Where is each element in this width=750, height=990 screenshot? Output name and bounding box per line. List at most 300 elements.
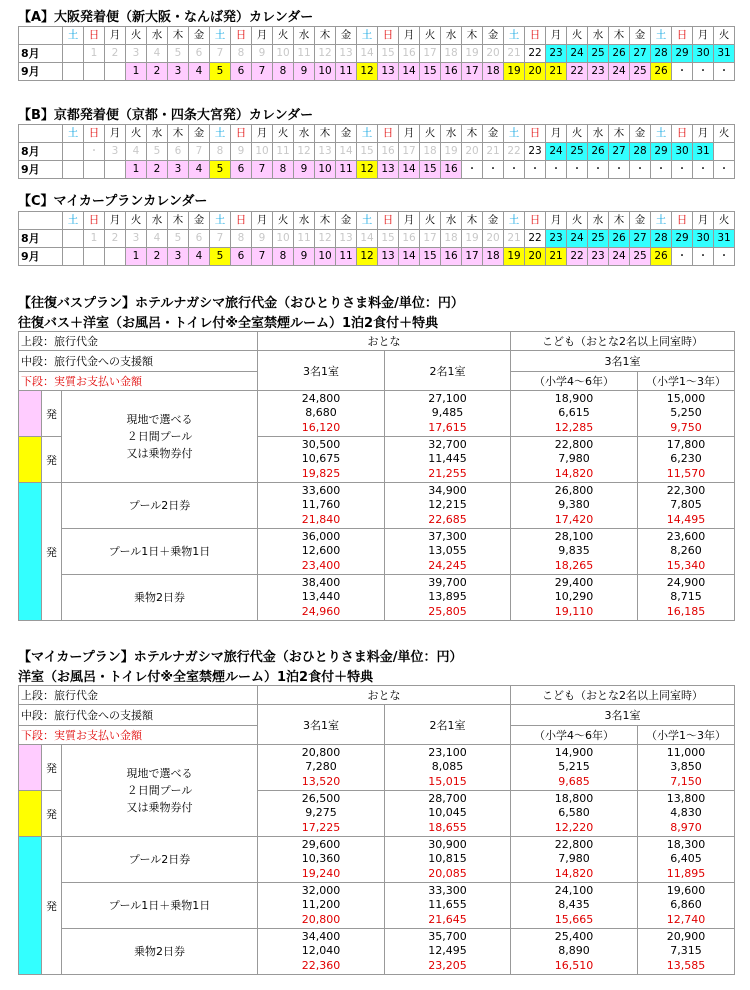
weekday-cell: 月 bbox=[399, 125, 420, 143]
month-label: 9月 bbox=[19, 63, 63, 81]
price-total: 24,900 bbox=[666, 575, 706, 589]
day-cell: 31 bbox=[714, 45, 735, 63]
day-cell: 6 bbox=[231, 63, 252, 81]
price-net: 25,805 bbox=[428, 604, 467, 618]
day-cell: 30 bbox=[693, 45, 714, 63]
price-cell bbox=[258, 837, 385, 883]
weekday-cell: 月 bbox=[252, 125, 273, 143]
weekday-cell: 金 bbox=[336, 125, 357, 143]
day-cell: ・ bbox=[651, 161, 672, 179]
price-cell bbox=[638, 529, 735, 575]
day-cell: ・ bbox=[588, 161, 609, 179]
day-cell: 3 bbox=[168, 248, 189, 266]
day-cell: 26 bbox=[609, 230, 630, 248]
room2-header: 2名1室 bbox=[385, 705, 511, 745]
price-total: 20,900 bbox=[666, 929, 706, 943]
day-cell: ・ bbox=[567, 161, 588, 179]
plan-name-line: 又は乗物券付 bbox=[126, 447, 193, 460]
month-row bbox=[19, 248, 735, 266]
day-cell: 6 bbox=[168, 143, 189, 161]
month-label: 9月 bbox=[19, 248, 63, 266]
day-cell: 23 bbox=[546, 230, 567, 248]
price-net: 17,615 bbox=[428, 420, 467, 434]
weekday-cell: 金 bbox=[483, 125, 504, 143]
price-cell bbox=[258, 883, 385, 929]
weekday-cell: 日 bbox=[231, 27, 252, 45]
day-cell: 23 bbox=[588, 63, 609, 81]
weekday-cell: 月 bbox=[693, 125, 714, 143]
price-net: 14,820 bbox=[554, 466, 594, 480]
day-cell: 7 bbox=[252, 161, 273, 179]
calendar-c-title: 【C】マイカープランカレンダー bbox=[18, 194, 208, 209]
price-total: 23,100 bbox=[428, 745, 467, 759]
price-cell bbox=[638, 391, 735, 437]
price-row bbox=[19, 929, 735, 975]
price-support: 9,380 bbox=[558, 498, 590, 512]
price-cell bbox=[638, 837, 735, 883]
price-net: 11,570 bbox=[666, 466, 706, 480]
weekday-cell: 火 bbox=[567, 212, 588, 230]
plan-name-line: 現地で選べる bbox=[126, 767, 193, 780]
price-net: 12,220 bbox=[554, 820, 594, 834]
price-support: 13,895 bbox=[428, 590, 467, 604]
day-cell: 12 bbox=[357, 161, 378, 179]
day-cell: 4 bbox=[189, 248, 210, 266]
price-support: 8,890 bbox=[558, 944, 590, 958]
price-support: 11,200 bbox=[301, 898, 341, 912]
grade-upper-header: （小学4～6年） bbox=[511, 372, 638, 391]
day-cell: 24 bbox=[546, 143, 567, 161]
price-support: 9,485 bbox=[431, 406, 464, 420]
car-plan-subtitle: 洋室（お風呂・トイレ付※全室禁煙ルーム）1泊2食付＋特典 bbox=[18, 670, 374, 685]
weekday-cell: 金 bbox=[630, 125, 651, 143]
day-cell: 13 bbox=[336, 230, 357, 248]
plan-name-line: ２日間プール bbox=[126, 430, 193, 443]
price-total: 39,700 bbox=[428, 575, 467, 589]
price-support: 12,495 bbox=[428, 944, 467, 958]
day-cell: 2 bbox=[147, 63, 168, 81]
weekday-cell: 水 bbox=[147, 27, 168, 45]
day-cell: 10 bbox=[273, 230, 294, 248]
corner-cell bbox=[19, 125, 63, 143]
price-cell bbox=[385, 391, 511, 437]
day-cell: ・ bbox=[693, 248, 714, 266]
price-total: 23,600 bbox=[666, 529, 706, 543]
day-cell: 30 bbox=[672, 143, 693, 161]
day-cell: 16 bbox=[399, 230, 420, 248]
weekday-cell: 木 bbox=[315, 212, 336, 230]
legend-bottom: 下段：実質お支払い金額 bbox=[19, 372, 258, 391]
weekday-cell: 月 bbox=[399, 27, 420, 45]
price-cell bbox=[511, 791, 638, 837]
day-cell: 18 bbox=[441, 230, 462, 248]
price-net: 16,185 bbox=[666, 604, 706, 618]
month-row bbox=[19, 63, 735, 81]
day-cell bbox=[84, 161, 105, 179]
weekday-cell: 土 bbox=[63, 125, 84, 143]
weekday-cell: 金 bbox=[189, 125, 210, 143]
plan-name-pool1ride1: プール1日＋乗物1日 bbox=[62, 883, 258, 929]
day-cell: 8 bbox=[210, 143, 231, 161]
day-cell: 27 bbox=[630, 230, 651, 248]
car-plan-title: 【マイカープラン】ホテルナガシマ旅行代金（おひとりさま料金/単位：円） bbox=[18, 650, 463, 665]
day-cell: 9 bbox=[294, 161, 315, 179]
price-net: 17,225 bbox=[301, 820, 341, 834]
day-cell: 15 bbox=[378, 230, 399, 248]
day-cell: 3 bbox=[126, 230, 147, 248]
day-cell: 15 bbox=[420, 63, 441, 81]
weekday-cell: 水 bbox=[294, 125, 315, 143]
day-cell: 10 bbox=[252, 143, 273, 161]
price-total: 27,100 bbox=[428, 391, 467, 405]
weekday-cell: 木 bbox=[462, 212, 483, 230]
price-net: 22,685 bbox=[428, 512, 467, 526]
day-cell: 28 bbox=[630, 143, 651, 161]
corner-cell bbox=[19, 27, 63, 45]
price-support: 11,760 bbox=[301, 498, 341, 512]
day-cell: 25 bbox=[567, 143, 588, 161]
day-cell: 7 bbox=[210, 230, 231, 248]
weekday-cell: 日 bbox=[378, 27, 399, 45]
price-net: 21,255 bbox=[428, 466, 467, 480]
day-cell: ・ bbox=[462, 161, 483, 179]
price-support: 3,850 bbox=[670, 760, 702, 774]
day-cell: 11 bbox=[294, 45, 315, 63]
weekday-cell: 金 bbox=[336, 27, 357, 45]
day-cell: 6 bbox=[231, 161, 252, 179]
price-net: 19,825 bbox=[301, 466, 341, 480]
price-net: 21,645 bbox=[428, 912, 467, 926]
legend-top: 上段：旅行代金 bbox=[19, 332, 258, 351]
weekday-cell: 月 bbox=[105, 212, 126, 230]
day-cell: 28 bbox=[651, 230, 672, 248]
weekday-cell: 木 bbox=[168, 212, 189, 230]
day-cell: 2 bbox=[147, 161, 168, 179]
day-cell: 1 bbox=[126, 248, 147, 266]
day-cell: 11 bbox=[336, 248, 357, 266]
price-cell bbox=[638, 883, 735, 929]
day-cell: 10 bbox=[315, 248, 336, 266]
weekday-cell: 木 bbox=[315, 27, 336, 45]
month-row bbox=[19, 45, 735, 63]
weekday-row bbox=[19, 212, 735, 230]
weekday-cell: 日 bbox=[378, 212, 399, 230]
price-support: 8,260 bbox=[670, 544, 702, 558]
corner-cell bbox=[19, 212, 63, 230]
day-cell: 6 bbox=[189, 45, 210, 63]
day-cell: 25 bbox=[630, 248, 651, 266]
day-cell: 17 bbox=[420, 230, 441, 248]
price-cell bbox=[385, 883, 511, 929]
weekday-cell: 土 bbox=[210, 125, 231, 143]
weekday-cell: 土 bbox=[504, 27, 525, 45]
day-cell: 17 bbox=[399, 143, 420, 161]
price-support: 6,230 bbox=[670, 452, 702, 466]
price-cell bbox=[258, 791, 385, 837]
day-cell: 20 bbox=[462, 143, 483, 161]
legend-mid: 中段：旅行代金への支援額 bbox=[19, 351, 258, 372]
price-cell bbox=[385, 791, 511, 837]
calendar-b bbox=[18, 124, 735, 179]
weekday-cell: 日 bbox=[84, 212, 105, 230]
price-net: 14,495 bbox=[666, 512, 706, 526]
weekday-cell: 月 bbox=[546, 27, 567, 45]
price-net: 23,205 bbox=[428, 958, 467, 972]
day-cell: 1 bbox=[84, 230, 105, 248]
price-total: 35,700 bbox=[428, 929, 467, 943]
day-cell: 29 bbox=[651, 143, 672, 161]
weekday-cell: 月 bbox=[693, 27, 714, 45]
legend-top: 上段：旅行代金 bbox=[19, 686, 258, 705]
day-cell bbox=[84, 63, 105, 81]
departure-label: 発 bbox=[42, 791, 62, 837]
weekday-cell: 金 bbox=[483, 27, 504, 45]
price-support: 7,980 bbox=[558, 452, 590, 466]
price-cell bbox=[638, 745, 735, 791]
day-cell: ・ bbox=[714, 248, 735, 266]
weekday-cell: 月 bbox=[693, 212, 714, 230]
weekday-cell: 月 bbox=[546, 212, 567, 230]
day-cell: 12 bbox=[357, 63, 378, 81]
weekday-cell: 金 bbox=[630, 212, 651, 230]
car-price-table bbox=[18, 685, 735, 975]
day-cell: 16 bbox=[441, 248, 462, 266]
weekday-cell: 金 bbox=[189, 212, 210, 230]
weekday-cell: 土 bbox=[63, 212, 84, 230]
day-cell: 11 bbox=[273, 143, 294, 161]
weekday-cell: 日 bbox=[525, 212, 546, 230]
day-cell: 22 bbox=[567, 248, 588, 266]
price-total: 34,400 bbox=[301, 929, 341, 943]
price-net: 18,265 bbox=[554, 558, 594, 572]
departure-label: 発 bbox=[42, 437, 62, 483]
price-cell bbox=[385, 437, 511, 483]
day-cell: 19 bbox=[441, 143, 462, 161]
price-support: 6,405 bbox=[670, 852, 702, 866]
day-cell: 9 bbox=[252, 230, 273, 248]
price-net: 16,120 bbox=[301, 420, 341, 434]
day-cell: 9 bbox=[294, 248, 315, 266]
day-cell: ・ bbox=[630, 161, 651, 179]
month-label: 9月 bbox=[19, 161, 63, 179]
price-total: 29,600 bbox=[301, 837, 341, 851]
weekday-cell: 火 bbox=[714, 27, 735, 45]
day-cell: 12 bbox=[315, 45, 336, 63]
price-net: 22,360 bbox=[301, 958, 341, 972]
price-total: 11,000 bbox=[666, 745, 706, 759]
price-support: 13,440 bbox=[301, 590, 341, 604]
calendar-c bbox=[18, 211, 735, 266]
weekday-cell: 土 bbox=[651, 125, 672, 143]
price-net: 13,585 bbox=[666, 958, 706, 972]
day-cell: 24 bbox=[609, 63, 630, 81]
price-cell bbox=[258, 483, 385, 529]
price-net: 19,240 bbox=[301, 866, 341, 880]
day-cell: 15 bbox=[420, 161, 441, 179]
day-cell bbox=[714, 143, 735, 161]
day-cell: ・ bbox=[693, 161, 714, 179]
day-cell: ・ bbox=[84, 143, 105, 161]
day-cell: 26 bbox=[651, 63, 672, 81]
weekday-cell: 日 bbox=[672, 212, 693, 230]
price-total: 36,000 bbox=[301, 529, 341, 543]
weekday-cell: 木 bbox=[462, 27, 483, 45]
day-cell: 3 bbox=[168, 161, 189, 179]
price-total: 17,800 bbox=[666, 437, 706, 451]
plan-name-pool1ride1: プール1日＋乗物1日 bbox=[62, 529, 258, 575]
weekday-cell: 土 bbox=[504, 125, 525, 143]
day-cell: ・ bbox=[672, 248, 693, 266]
price-cell bbox=[511, 883, 638, 929]
weekday-cell: 月 bbox=[546, 125, 567, 143]
day-cell: 4 bbox=[147, 45, 168, 63]
price-net: 15,340 bbox=[666, 558, 706, 572]
price-total: 28,100 bbox=[554, 529, 594, 543]
day-cell: 13 bbox=[315, 143, 336, 161]
price-support: 6,580 bbox=[558, 806, 590, 820]
price-cell bbox=[258, 391, 385, 437]
day-cell: 14 bbox=[357, 230, 378, 248]
price-total: 37,300 bbox=[428, 529, 467, 543]
plan-name-ride2: 乗物2日券 bbox=[62, 929, 258, 975]
day-cell: 1 bbox=[126, 63, 147, 81]
weekday-cell: 日 bbox=[378, 125, 399, 143]
day-cell: 22 bbox=[567, 63, 588, 81]
day-cell: 3 bbox=[105, 143, 126, 161]
price-total: 28,700 bbox=[428, 791, 467, 805]
price-total: 18,800 bbox=[554, 791, 594, 805]
adult-header: おとな bbox=[258, 332, 511, 351]
weekday-cell: 土 bbox=[63, 27, 84, 45]
price-total: 26,800 bbox=[554, 483, 594, 497]
price-row bbox=[19, 745, 735, 791]
weekday-cell: 日 bbox=[525, 125, 546, 143]
day-cell: 29 bbox=[672, 45, 693, 63]
price-total: 30,500 bbox=[301, 437, 341, 451]
day-cell: 31 bbox=[693, 143, 714, 161]
day-cell bbox=[105, 63, 126, 81]
weekday-cell: 水 bbox=[294, 212, 315, 230]
departure-label: 発 bbox=[42, 745, 62, 791]
day-cell: 3 bbox=[126, 45, 147, 63]
month-label: 8月 bbox=[19, 45, 63, 63]
weekday-cell: 日 bbox=[525, 27, 546, 45]
price-net: 24,245 bbox=[428, 558, 467, 572]
departure-label: 発 bbox=[42, 391, 62, 437]
weekday-cell: 月 bbox=[105, 27, 126, 45]
day-cell: 4 bbox=[189, 161, 210, 179]
price-total: 25,400 bbox=[554, 929, 594, 943]
grade-lower-header: （小学1～3年） bbox=[638, 726, 735, 745]
weekday-cell: 水 bbox=[588, 212, 609, 230]
weekday-cell: 金 bbox=[483, 212, 504, 230]
plan-name-line: 現地で選べる bbox=[126, 413, 193, 426]
weekday-cell: 日 bbox=[231, 125, 252, 143]
day-cell: 15 bbox=[378, 45, 399, 63]
day-cell bbox=[63, 161, 84, 179]
weekday-cell: 火 bbox=[420, 27, 441, 45]
departure-color-swatch bbox=[19, 837, 42, 975]
weekday-cell: 火 bbox=[273, 212, 294, 230]
day-cell: 23 bbox=[588, 248, 609, 266]
weekday-row bbox=[19, 125, 735, 143]
day-cell: 20 bbox=[525, 248, 546, 266]
day-cell: 14 bbox=[357, 45, 378, 63]
price-cell bbox=[385, 483, 511, 529]
month-row bbox=[19, 143, 735, 161]
weekday-cell: 金 bbox=[630, 27, 651, 45]
weekday-cell: 月 bbox=[252, 212, 273, 230]
day-cell: 10 bbox=[315, 161, 336, 179]
day-cell: 19 bbox=[462, 230, 483, 248]
bus-plan-title: 【往復バスプラン】ホテルナガシマ旅行代金（おひとりさま料金/単位：円） bbox=[18, 296, 464, 311]
weekday-cell: 火 bbox=[126, 212, 147, 230]
day-cell: 12 bbox=[294, 143, 315, 161]
price-total: 22,800 bbox=[554, 437, 594, 451]
departure-label: 発 bbox=[42, 483, 62, 621]
day-cell: 22 bbox=[525, 45, 546, 63]
weekday-cell: 水 bbox=[294, 27, 315, 45]
price-total: 24,800 bbox=[301, 391, 341, 405]
child-room-header: 3名1室 bbox=[511, 705, 735, 726]
day-cell: 4 bbox=[189, 63, 210, 81]
day-cell: 20 bbox=[525, 63, 546, 81]
day-cell: 16 bbox=[378, 143, 399, 161]
weekday-cell: 土 bbox=[504, 212, 525, 230]
price-total: 33,600 bbox=[301, 483, 341, 497]
day-cell: 30 bbox=[693, 230, 714, 248]
weekday-cell: 火 bbox=[126, 27, 147, 45]
weekday-cell: 日 bbox=[84, 27, 105, 45]
price-cell bbox=[258, 437, 385, 483]
price-total: 18,300 bbox=[666, 837, 706, 851]
day-cell: 17 bbox=[462, 248, 483, 266]
day-cell: ・ bbox=[714, 161, 735, 179]
day-cell: 22 bbox=[504, 143, 525, 161]
weekday-cell: 土 bbox=[651, 27, 672, 45]
price-cell bbox=[511, 391, 638, 437]
weekday-cell: 木 bbox=[609, 27, 630, 45]
day-cell bbox=[63, 63, 84, 81]
price-cell bbox=[638, 791, 735, 837]
price-net: 7,150 bbox=[670, 774, 702, 788]
bus-price-table bbox=[18, 331, 735, 621]
price-support: 10,675 bbox=[301, 452, 341, 466]
day-cell: ・ bbox=[546, 161, 567, 179]
price-total: 22,800 bbox=[554, 837, 594, 851]
price-cell bbox=[511, 529, 638, 575]
day-cell: 21 bbox=[504, 45, 525, 63]
price-total: 13,800 bbox=[666, 791, 706, 805]
weekday-cell: 火 bbox=[714, 212, 735, 230]
price-row bbox=[19, 391, 735, 437]
day-cell: 14 bbox=[399, 161, 420, 179]
day-cell: 12 bbox=[357, 248, 378, 266]
price-total: 30,900 bbox=[428, 837, 467, 851]
weekday-cell: 金 bbox=[189, 27, 210, 45]
grade-upper-header: （小学4～6年） bbox=[511, 726, 638, 745]
price-cell bbox=[511, 575, 638, 621]
weekday-cell: 木 bbox=[609, 125, 630, 143]
price-net: 23,400 bbox=[301, 558, 341, 572]
day-cell: 27 bbox=[630, 45, 651, 63]
day-cell bbox=[105, 248, 126, 266]
price-net: 24,960 bbox=[301, 604, 341, 618]
day-cell: 18 bbox=[483, 248, 504, 266]
departure-color-swatch bbox=[19, 791, 42, 837]
price-total: 26,500 bbox=[301, 791, 341, 805]
price-support: 8,085 bbox=[431, 760, 464, 774]
